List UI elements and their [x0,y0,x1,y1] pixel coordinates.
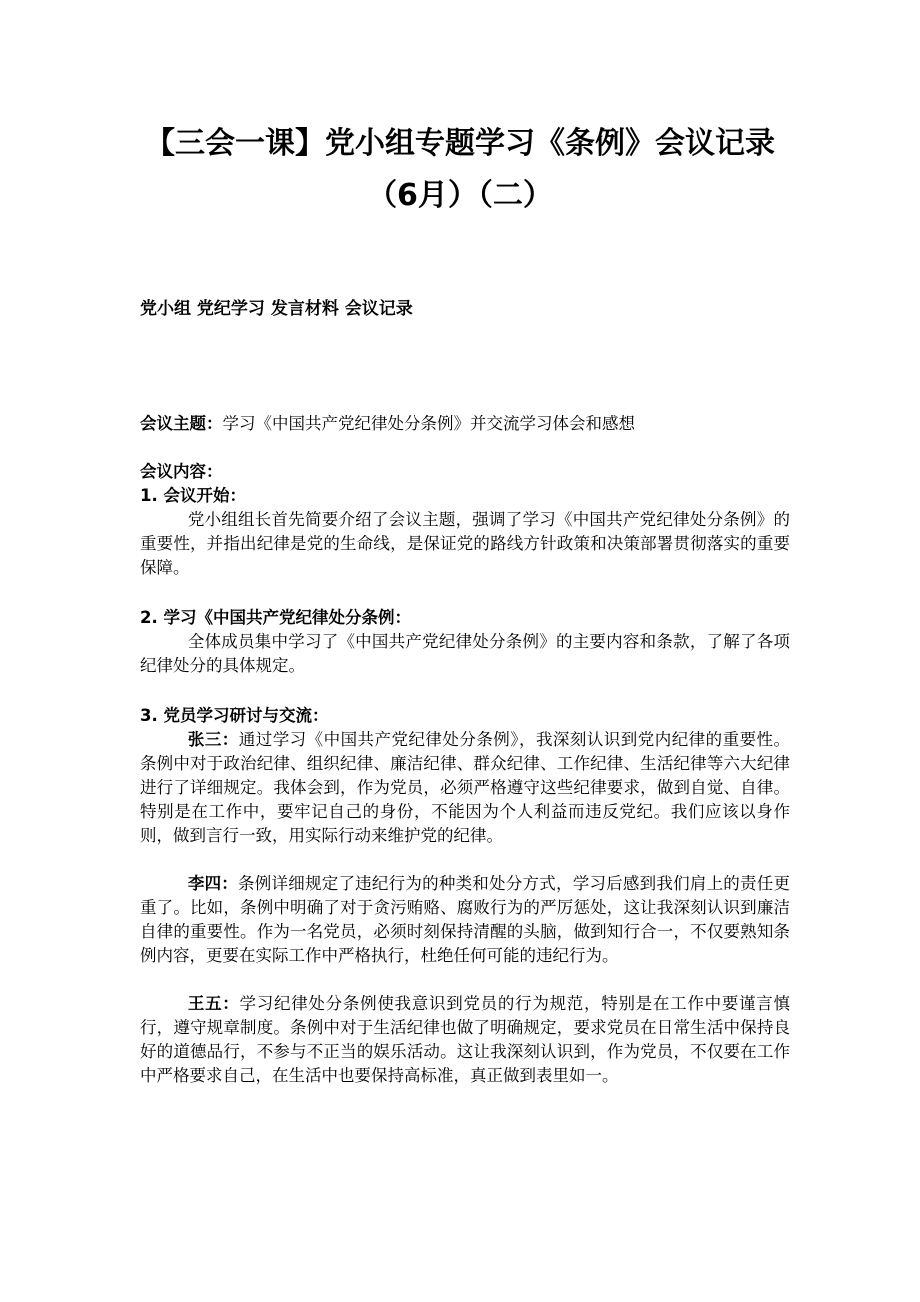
section-heading: 1. 会议开始： [140,486,246,505]
theme-label: 会议主题： [140,414,223,433]
speech-paragraph [140,992,790,1088]
content-label: 会议内容： [140,462,223,481]
speech-text: 条例详细规定了违纪行为的种类和处分方式，学习后感到我们肩上的责任更重了。比如，条例中明确了对于贪污贿赂、腐败行为的严厉惩处，这让我深刻认识到廉洁自律的重要性。作为一名党员，必须时刻保持清醒的头脑，做到知行合一，不仅要熟知条例内容，更要在实际工作中严格执行，杜绝任何可能的违纪行为。 [140,874,791,965]
theme-text: 学习《中国共产党纪律处分条例》并交流学习体会和感想 [222,414,635,433]
speech-paragraph [140,728,790,848]
section-heading: 2. 学习《中国共产党纪律处分条例： [140,608,411,627]
section-paragraph: 党小组组长首先简要介绍了会议主题，强调了学习《中国共产党纪律处分条例》的重要性，并指出纪律是党的生命线，是保证党的路线方针政策和决策部署贯彻落实的重要保障。 [140,510,790,577]
document-title: 【三会一课】党小组专题学习《条例》会议记录（6月）（二） [145,126,775,213]
speaker-name: 李四： [187,874,239,893]
section-paragraph: 全体成员集中学习了《中国共产党纪律处分条例》的主要内容和条款，了解了各项纪律处分的具体规定。 [140,632,790,675]
speaker-name: 王五： [187,994,240,1013]
speech-paragraph [140,872,790,968]
meeting-content [140,460,790,1088]
speaker-name: 张三： [187,730,239,749]
speech-text: 学习纪律处分条例使我意识到党员的行为规范，特别是在工作中要谨言慎行，遵守规章制度。条例中对于生活纪律也做了明确规定，要求党员在日常生活中保持良好的道德品行，不参与不正当的娱乐活动。这让我深刻认识到，作为党员，不仅要在工作中严格要求自己，在生活中也要保持高标准，真正做到表里如一。 [140,994,791,1085]
section-heading: 3. 党员学习研讨与交流： [140,706,329,725]
meeting-theme [140,412,790,436]
document-tags: 党小组 党纪学习 发言材料 会议记录 [140,299,413,319]
speech-text: 通过学习《中国共产党纪律处分条例》，我深刻认识到党内纪律的重要性。条例中对于政治纪律、组织纪律、廉洁纪律、群众纪律、工作纪律、生活纪律等六大纪律进行了详细规定。我体会到，作为党员，必须严格遵守这些纪律要求，做到自觉、自律。特别是在工作中，要牢记自己的身份，不能因为个人利益而违反党纪。我们应该以身作则，做到言行一致，用实际行动来维护党的纪律。 [140,730,790,845]
